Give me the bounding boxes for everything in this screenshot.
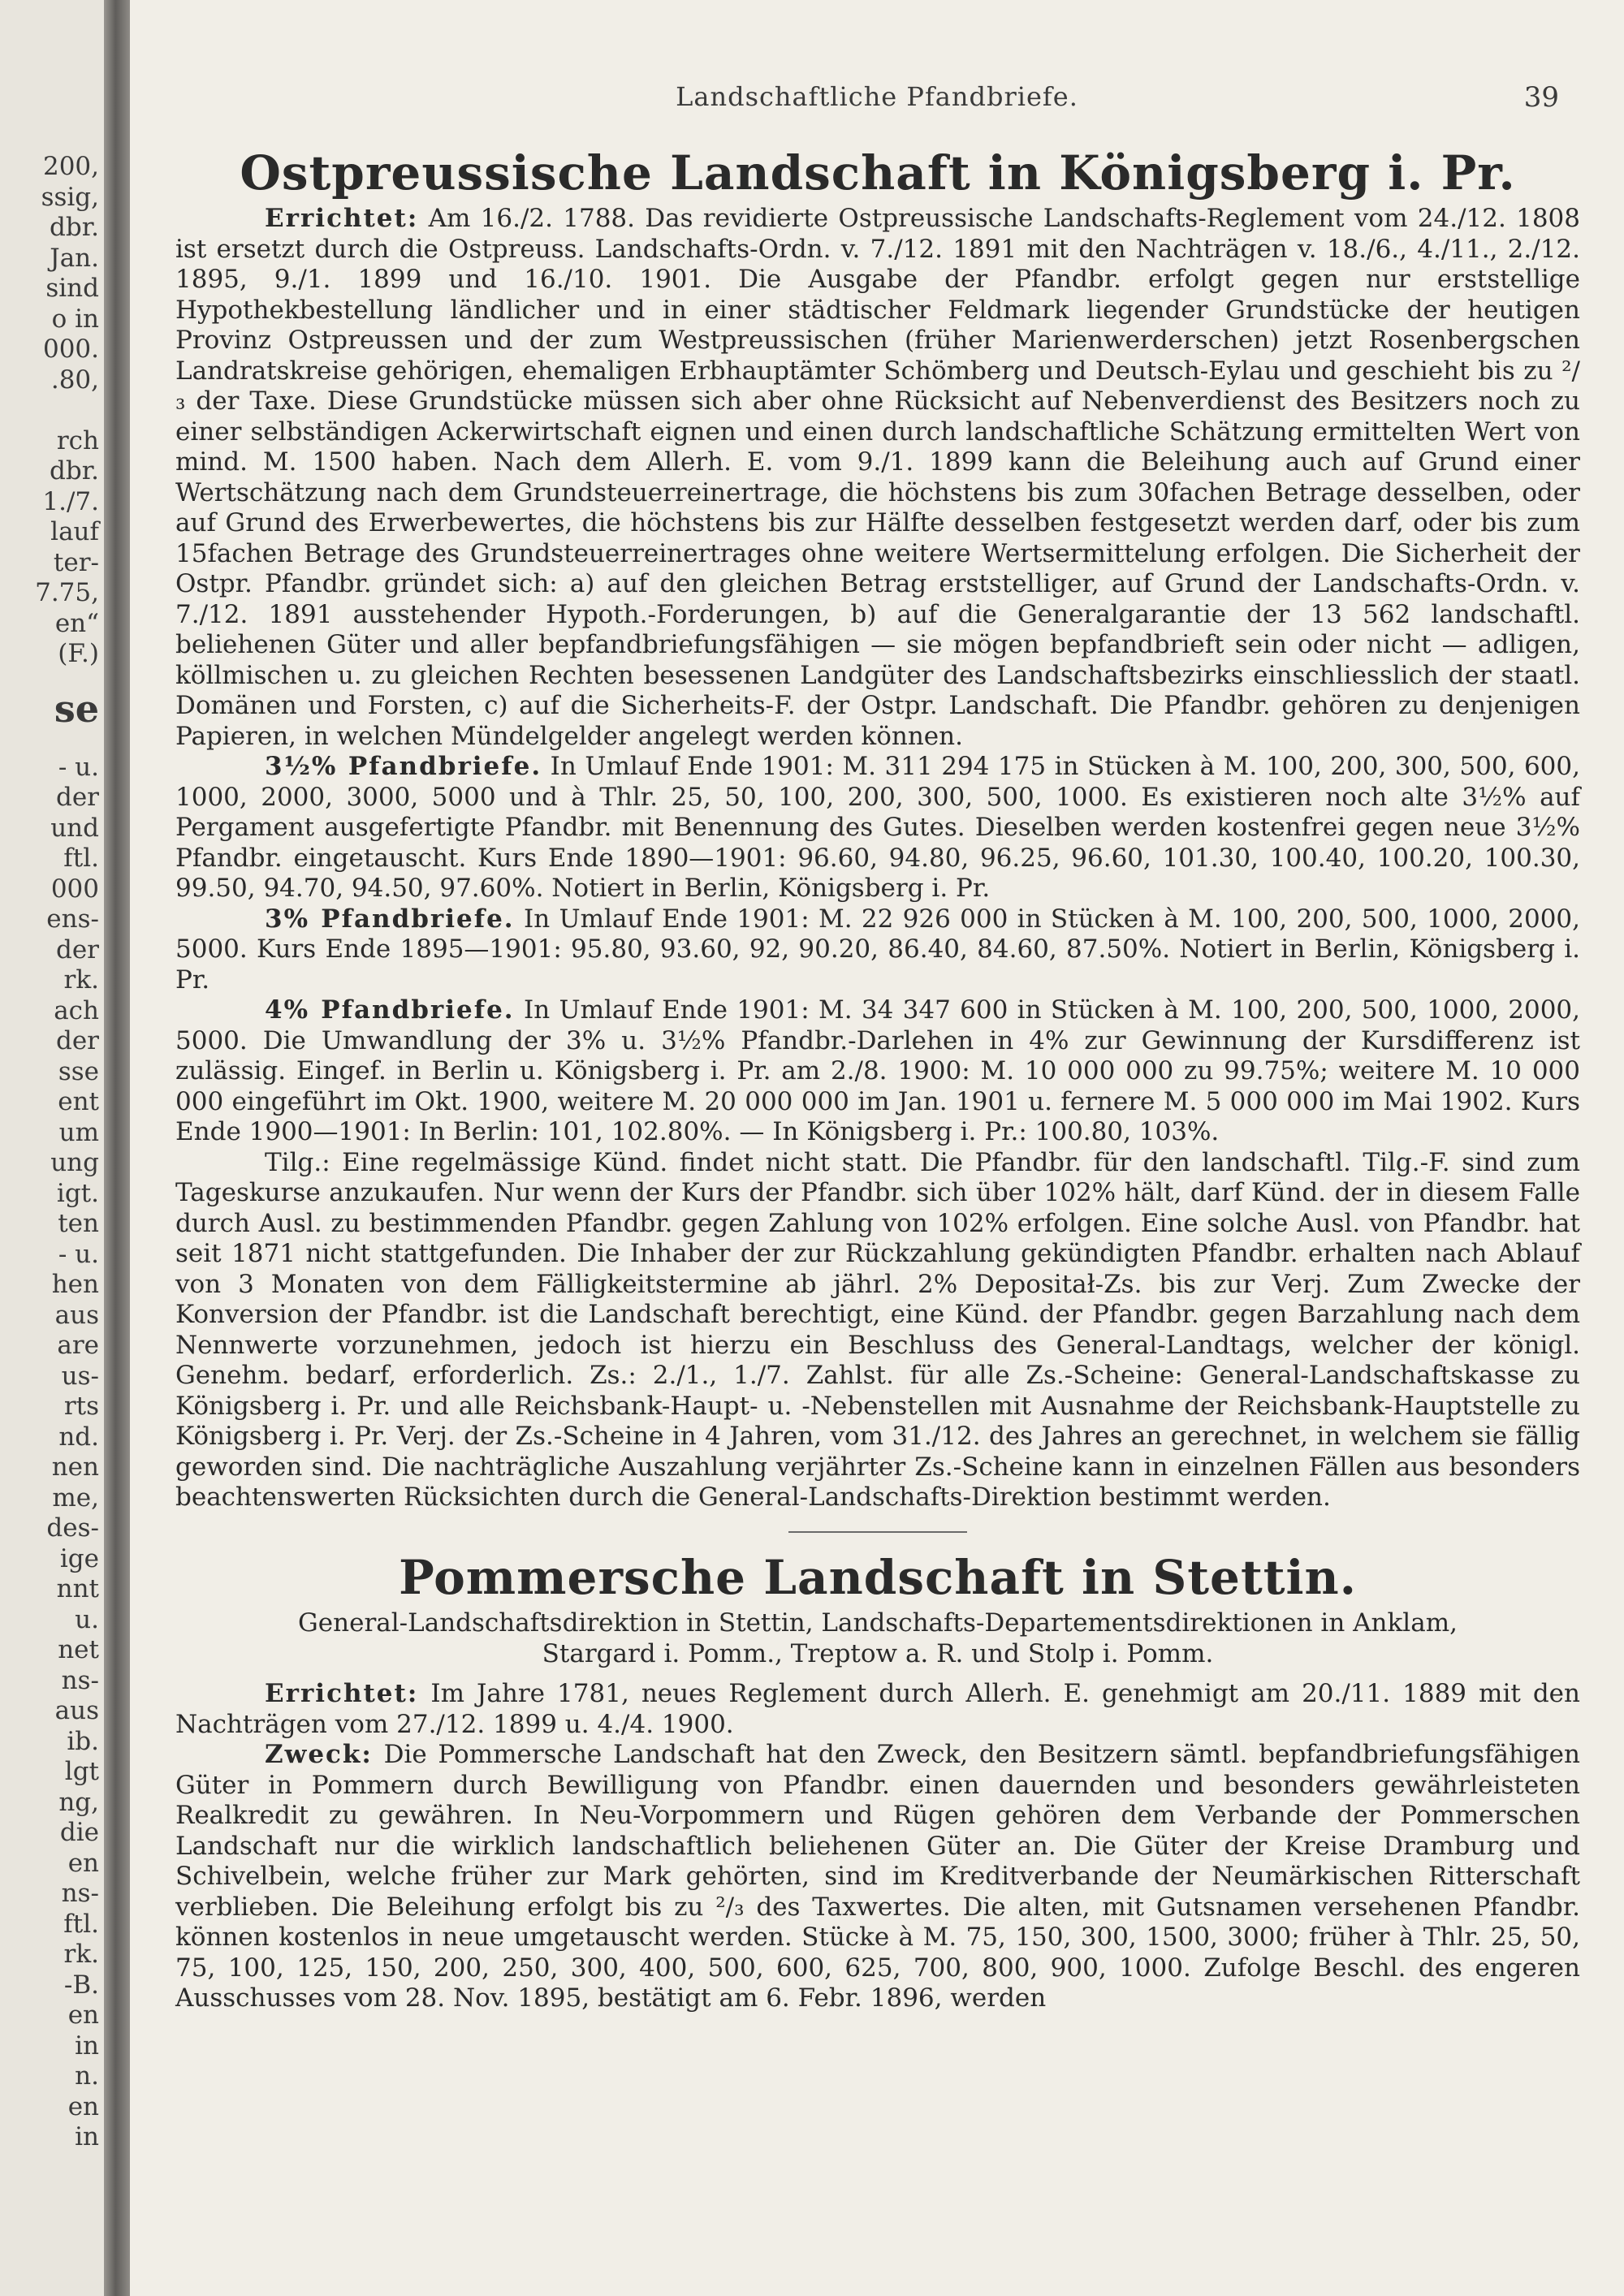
subtitle-line-2: Stargard i. Pomm., Treptow a. R. und Stolp i. Pomm. [542,1638,1214,1668]
margin-fragment: are [57,1331,99,1360]
lead-3-pfandbriefe: 3% Pfandbriefe. [265,904,515,934]
p3-text: In Umlauf Ende 1901: M. 22 926 000 in Stücken à M. 100, 200, 500, 1000, 2000, 5000. Kurs Ende 1895—1901: 95.80, 93.60, 92, 90.20, 86.40, 84.60, 87.50%. Notiert in Berlin, Königsberg i. Pr. [175,904,1580,995]
margin-fragment: - u. [58,1239,99,1269]
section-title-pommersche: Pommersche Landschaft in Stettin. [399,1549,1357,1605]
lead-zweck: Zweck: [265,1740,373,1770]
margin-fragment: ten [58,1209,99,1238]
lead-35-pfandbriefe: 3½% Pfandbriefe. [265,752,542,782]
margin-fragment: in [75,2031,99,2061]
margin-fragment: u. [75,1604,99,1634]
paragraph-errichtet-ostpr [175,204,1580,752]
margin-fragment: rch [56,425,99,455]
margin-fragment: ib. [67,1726,99,1756]
margin-fragment: nen [51,1452,99,1482]
margin-fragment: - u. [58,752,99,782]
margin-fragment: ens- [46,904,99,934]
margin-fragment: die [59,1818,99,1847]
margin-fragment: ung [50,1148,99,1177]
margin-fragment: in [75,2122,99,2151]
adjacent-page-strip [0,0,104,2296]
margin-fragment: .80, [50,365,99,395]
margin-fragment: der [55,1026,99,1055]
margin-fragment: en [67,2000,99,2030]
errichtet-text: Am 16./2. 1788. Das revidierte Ostpreussische Landschafts-Reglement vom 24./12. 1808 ist ersetzt durch die Ostpreuss. Landschafts-Ordn. v. 7./12. 1891 mit den Nachträgen v. 18./6., 4./11., 2./12. 1895, 9./1. 1899 und 16./10. 1901. Die Ausgabe der Pfandbr. erfolgt gegen nur erststellige Hypothekbestellung ländlicher und in einer städtischer Feldmark liegender Grundstücke der heutigen Provinz Ostpreussen und der zum Westpreussischen (früher Marienwerderschen) jetzt Rosenbergschen Landratskreise gehörigen, ehemaligen Erbhauptämter Schömberg und Deutsch-Eylau und geschieht bis zu ²/₃ der Taxe. Diese Grundstücke müssen sich aber ohne Rücksicht auf Nebenverdienst des Besitzers noch zu einer selbständigen Ackerwirtschaft eignen und einen durch landschaftliche Schätzung ermittelten Wert von mind. M. 1500 haben. Nach dem Allerh. E. vom 9./1. 1899 kann die Beleihung auch auf Grund einer Wertschätzung nach dem Grundsteuerreinertrage, die höchstens bis zum 30fachen Betrage desselben, oder auf Grund des Erwerbewertes, die höchstens bis zur Hälfte desselben festgesetzt werden darf, oder bis zum 15fachen Betrage des Grundsteuerreinertrages ohne weitere Wertsermittelung erfolgen. Die Sicherheit der Ostpr. Pfandbr. gründet sich: a) auf den gleichen Betrag erststelliger, auf Grund der Landschafts-Ordn. v. 7./12. 1891 ausstehender Hypoth.-Forderungen, b) auf die Generalgarantie der 13 562 landschaftl. beliehenen Güter und aller bepfandbriefungsfähigen — sie mögen bepfandbrieft sein oder nicht — adligen, köllmischen u. zu gleichen Rechten besessenen Landgüter des Landschaftsbezirks einschliesslich der staatl. Domänen und Forsten, c) auf die Sicherheits-F. der Ostpr. Landschaft. Die Pfandbr. gehören zu denjenigen Papieren, in welchen Mündelgelder angelegt werden können. [175,204,1580,751]
margin-fragment: dbr. [50,456,99,486]
margin-fragment: ftl. [63,1909,99,1939]
margin-fragment: lgt [64,1757,99,1786]
paragraph-errichtet-pomm [175,1679,1580,1740]
margin-fragment: aus [54,1696,99,1725]
margin-fragment: igt. [56,1178,99,1208]
margin-fragment: net [58,1635,99,1664]
margin-fragment: lauf [50,517,99,546]
margin-fragment: 000 [50,874,99,904]
running-title: Landschaftliche Pfandbriefe. [676,81,1078,112]
p4-text: In Umlauf Ende 1901: M. 34 347 600 in Stücken à M. 100, 200, 500, 1000, 2000, 5000. Die Umwandlung der 3% u. 3½% Pfandbr.-Darlehen in 4% zur Gewinnung der Kursdifferenz ist zulässig. Eingef. in Berlin u. Königsberg i. Pr. am 2./8. 1900: M. 10 000 000 zu 99.75%; weitere M. 10 000 000 eingeführt im Okt. 1900, weitere M. 20 000 000 im Jan. 1901 u. fernere M. 5 000 000 im Mai 1902. Kurs Ende 1900—1901: In Berlin: 101, 102.80%. — In Königsberg i. Pr.: 100.80, 103%. [175,995,1580,1147]
margin-fragment: ftl. [63,844,99,873]
paragraph-4-pfandbriefe [175,995,1580,1148]
margin-fragment: 000. [42,334,99,364]
margin-fragment: rts [63,1392,99,1421]
margin-fragment: us- [61,1361,99,1391]
page-header [130,81,1624,122]
margin-fragment: en [67,2091,99,2121]
margin-fragment: me, [52,1482,99,1513]
margin-fragment: sind [45,274,99,303]
paragraph-zweck [175,1740,1580,2014]
margin-fragment: se [54,686,99,731]
margin-fragment: ent [58,1087,99,1116]
margin-fragment: 7.75, [35,578,99,607]
margin-fragment: aus [54,1300,99,1330]
margin-fragment: en [67,1848,99,1878]
margin-fragment: ige [59,1543,99,1573]
section-title-ostpreussische: Ostpreussische Landschaft in Königsberg i. Pr. [240,145,1516,201]
margin-fragment: 200, [42,152,99,181]
margin-fragment: ns- [61,1879,99,1908]
lead-errichtet: Errichtet: [265,204,419,234]
book-gutter [104,0,130,2296]
subtitle-line-1: General-Landschaftsdirektion in Stettin, Landschafts-Departementsdirektionen in Anklam, [298,1608,1458,1638]
document-page [130,0,1624,2296]
lead-errichtet-pomm: Errichtet: [265,1679,419,1709]
margin-fragment: -B. [63,1970,99,2000]
margin-fragment: (F.) [58,639,99,668]
margin-fragment: hen [51,1270,99,1299]
paragraph-35-pfandbriefe [175,752,1580,904]
margin-fragment: und [50,813,99,843]
margin-fragment: sse [58,1056,99,1086]
p35-text: In Umlauf Ende 1901: M. 311 294 175 in Stücken à M. 100, 200, 300, 500, 600, 1000, 2000, 3000, 5000 und à Thlr. 25, 50, 100, 200, 300, 500, 1000. Es existieren noch alte 3½% auf Pergament ausgefertigte Pfandbr. mit Benennung des Gutes. Dieselben werden kostenfrei gegen neue 3½% Pfandbr. eingetauscht. Kurs Ende 1890—1901: 96.60, 94.80, 96.25, 96.60, 101.30, 100.40, 100.20, 100.30, 99.50, 94.70, 94.50, 97.60%. Notiert in Berlin, Königsberg i. Pr. [175,752,1580,904]
margin-fragment: rk. [63,965,99,995]
margin-fragment: der [55,934,99,965]
margin-fragment: um [58,1117,99,1147]
margin-fragment: dbr. [50,213,99,242]
paragraph-3-pfandbriefe [175,904,1580,996]
page-content [175,143,1580,2014]
margin-fragment: nd. [58,1422,99,1452]
page-number: 39 [1523,81,1559,114]
margin-fragment: des- [46,1513,99,1543]
zweck-text: Die Pommersche Landschaft hat den Zweck, den Besitzern sämtl. bepfandbriefungsfähigen Güter in Pommern durch Bewilligung von Pfandbr. einen dauernden und besonders gewährleisteten Realkredit zu gewähren. In Neu-Vorpommern und Rügen gehören dem Verbande der Pommerschen Landschaft nur die wirklich landschaftlich beliehenen Güter an. Die Güter der Kreise Dramburg und Schivelbein, welche früher zur Mark gehörten, sind im Kreditverbande der Neumärkischen Ritterschaft verblieben. Die Beleihung erfolgt bis zu ²/₃ des Taxwertes. Die alten, mit Gutsnamen versehenen Pfandbr. können kostenlos in neue umgetauscht werden. Stücke à M. 75, 150, 300, 1500, 3000; früher à Thlr. 25, 50, 75, 100, 125, 150, 200, 250, 300, 400, 500, 600, 625, 700, 800, 900, 1000. Zufolge Beschl. des engeren Ausschusses vom 28. Nov. 1895, bestätigt am 6. Febr. 1896, werden [175,1740,1580,2013]
margin-fragment: nnt [56,1574,99,1603]
margin-fragment: n. [75,2061,99,2091]
margin-fragment: 1./7. [42,486,99,516]
margin-fragment: ng, [58,1787,99,1817]
margin-fragment: ssig, [41,182,99,212]
margin-fragment: ter- [53,547,99,577]
margin-fragment: ach [54,995,99,1025]
margin-fragment: en“ [54,608,99,638]
section-divider [788,1531,967,1533]
errichtet-pomm-text: Im Jahre 1781, neues Reglement durch Allerh. E. genehmigt am 20./11. 1889 mit den Nachträgen vom 27./12. 1899 u. 4./4. 1900. [175,1679,1580,1739]
margin-fragment: rk. [63,1940,99,1969]
margin-fragment: o in [51,304,99,334]
lead-4-pfandbriefe: 4% Pfandbriefe. [265,995,515,1025]
margin-fragment: der [55,783,99,812]
paragraph-tilgung: Tilg.: Eine regelmässige Künd. findet nicht statt. Die Pfandbr. für den landschaftl. Tilg.-F. sind zum Tageskurse anzukaufen. Nur wenn der Kurs der Pfandbr. sich über 102% hält, darf Künd. der in diesem Falle durch Ausl. zu bestimmenden Pfandbr. gegen Zahlung von 102% erfolgen. Eine solche Ausl. von Pfandbr. hat seit 1871 nicht stattgefunden. Die Inhaber der zur Rückzahlung gekündigten Pfandbr. erhalten nach Ablauf von 3 Monaten von dem Fälligkeitstermine ab jährl. 2% Depositał-Zs. bis zur Verj. Zum Zwecke der Konversion der Pfandbr. ist die Landschaft berechtigt, eine Künd. der Pfandbr. gegen Barzahlung nach dem Nennwerte vorzunehmen, jedoch ist hierzu ein Beschluss des General-Landtags, welcher der königl. Genehm. bedarf, erforderlich. Zs.: 2./1., 1./7. Zahlst. für alle Zs.-Scheine: General-Landschaftskasse zu Königsberg i. Pr. und alle Reichsbank-Haupt- u. -Nebenstellen mit Ausnahme der Reichsbank-Hauptstelle zu Königsberg i. Pr. Verj. der Zs.-Scheine in 4 Jahren, vom 31./12. des Jahres an gerechnet, in welchem sie fällig geworden sind. Die nachträgliche Auszahlung verjährter Zs.-Scheine kann in einzelnen Fällen aus besonders beachtenswerten Rücksichten durch die General-Landschafts-Direktion bestimmt werden. [175,1147,1580,1513]
margin-fragment: Jan. [50,243,99,273]
margin-fragment: ns- [61,1665,99,1695]
